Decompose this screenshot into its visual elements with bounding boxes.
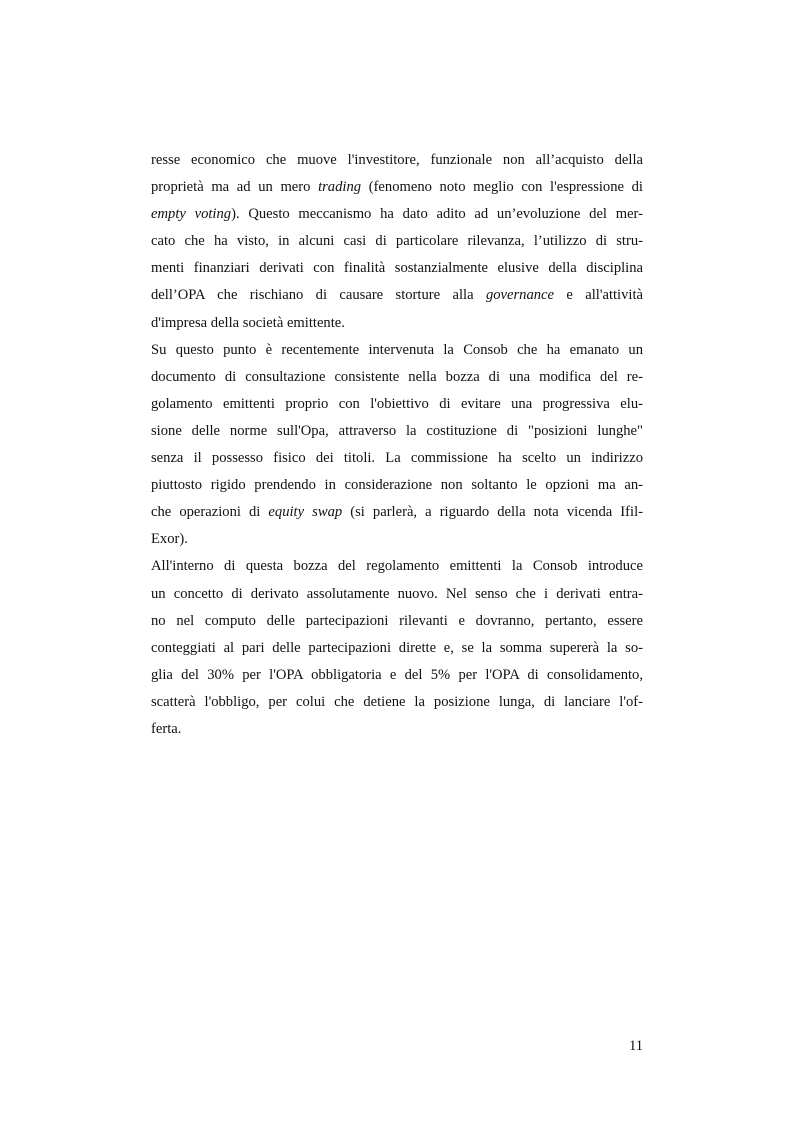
text-line (151, 364, 643, 391)
text-line (151, 310, 643, 337)
text-run: Exor). (151, 531, 188, 548)
text-run: (fenomeno noto meglio con l'espressione di (361, 179, 643, 196)
text-run: resse economico che muove l'investitore, funzionale non all’acquisto della (151, 152, 643, 168)
text-line (151, 228, 643, 255)
italic-term: trading (318, 179, 362, 196)
text-line (151, 472, 643, 499)
page-number: 11 (628, 1038, 643, 1054)
paragraph (151, 337, 643, 554)
text-run: ferta. (151, 720, 182, 737)
paragraph (151, 147, 643, 337)
body-text (151, 147, 643, 743)
text-run: d'impresa della società emittente. (151, 314, 345, 331)
text-run: menti finanziari derivati con finalità sostanzialmente elusive della disciplina (151, 260, 643, 277)
italic-term: empty voting (151, 206, 232, 223)
paragraph (151, 553, 643, 743)
text-run: ). Questo meccanismo ha dato adito ad un’evoluzione del mer- (231, 206, 643, 223)
text-run: dell’OPA che rischiano di causare storture alla (151, 287, 486, 304)
text-line (151, 147, 643, 174)
text-run: sione delle norme sull'Opa, attraverso la costituzione di "posizioni lunghe" (151, 422, 643, 439)
text-run: glia del 30% per l'OPA obbligatoria e del 5% per l'OPA di consolidamento, (151, 666, 643, 683)
text-run: golamento emittenti proprio con l'obiettivo di evitare una progressiva elu- (151, 395, 643, 412)
text-line (151, 174, 643, 201)
text-line (151, 201, 643, 228)
text-line (151, 662, 643, 689)
text-line (151, 553, 643, 580)
text-line (151, 391, 643, 418)
text-line (151, 499, 643, 526)
text-run: no nel computo delle partecipazioni rilevanti e dovranno, pertanto, essere (151, 612, 643, 629)
text-line (151, 689, 643, 716)
text-run: documento di consultazione consistente nella bozza di una modifica del re- (151, 368, 643, 385)
text-line (151, 635, 643, 662)
text-line (151, 445, 643, 472)
italic-term: equity swap (268, 504, 343, 521)
text-line (151, 716, 643, 743)
text-run: che operazioni di (151, 504, 269, 521)
text-run: piuttosto rigido prendendo in considerazione non soltanto le opzioni ma an- (151, 477, 643, 494)
text-line (151, 418, 643, 445)
text-line (151, 526, 643, 553)
text-run: scatterà l'obbligo, per colui che detiene la posizione lunga, di lanciare l'of- (151, 693, 643, 710)
text-run: (si parlerà, a riguardo della nota vicenda Ifil- (342, 504, 643, 521)
text-line (151, 282, 643, 309)
text-line (151, 337, 643, 364)
text-run: un concetto di derivato assolutamente nuovo. Nel senso che i derivati entra- (151, 585, 643, 602)
italic-term: governance (485, 287, 555, 304)
text-line (151, 581, 643, 608)
text-line (151, 608, 643, 635)
text-run: Su questo punto è recentemente intervenuta la Consob che ha emanato un (151, 341, 643, 358)
text-run: cato che ha visto, in alcuni casi di particolare rilevanza, l’utilizzo di stru- (151, 233, 643, 250)
text-run: conteggiati al pari delle partecipazioni dirette e, se la somma supererà la so- (151, 639, 643, 656)
text-run: e all'attività (554, 287, 643, 304)
text-run: senza il possesso fisico dei titoli. La commissione ha scelto un indirizzo (151, 450, 643, 467)
text-line (151, 255, 643, 282)
text-run: All'interno di questa bozza del regolamento emittenti la Consob introduce (151, 558, 643, 575)
text-run: proprietà ma ad un mero (151, 179, 319, 196)
